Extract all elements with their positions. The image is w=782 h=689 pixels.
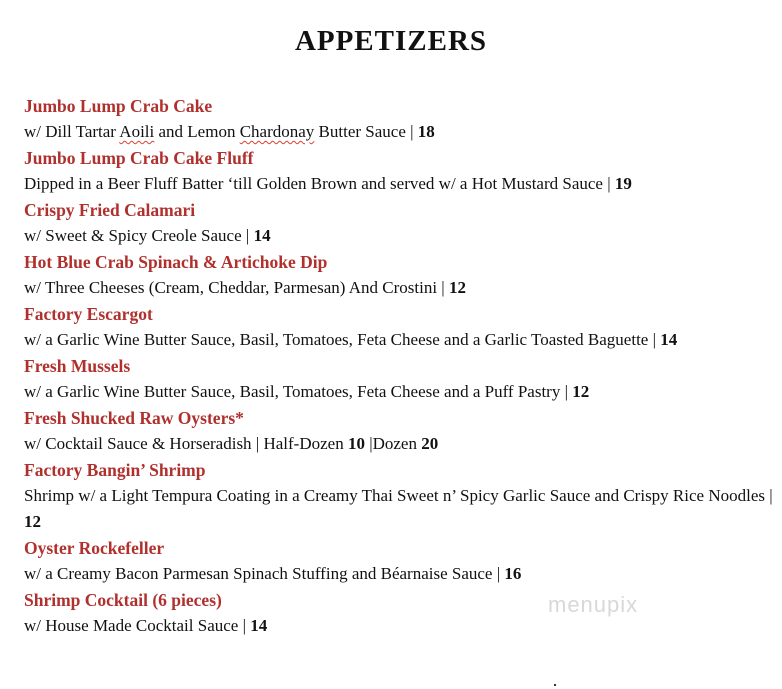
item-name: Factory Escargot (24, 304, 153, 324)
item-price: 12 (24, 512, 41, 531)
item-description (24, 431, 774, 457)
item-name: Jumbo Lump Crab Cake (24, 96, 213, 116)
item-description (24, 483, 774, 535)
stray-mark (554, 684, 556, 686)
page-title: APPETIZERS (294, 25, 488, 57)
desc-text: w/ a Garlic Wine Butter Sauce, Basil, Tomatoes, Feta Cheese and a Puff Pastry | (24, 382, 573, 401)
item-name: Hot Blue Crab Spinach & Artichoke Dip (24, 252, 328, 272)
item-price: 16 (504, 564, 522, 583)
menu-item-calamari (24, 197, 774, 249)
desc-text: w/ Sweet & Spicy Creole Sauce | (24, 226, 254, 245)
menu-item-crab-cake-fluff (24, 145, 774, 197)
item-price: 10 (347, 434, 365, 453)
item-name: Shrimp Cocktail (6 pieces) (24, 590, 222, 610)
desc-text: and Lemon (154, 122, 240, 141)
menu-item-mussels (24, 353, 774, 405)
item-price: 18 (417, 122, 435, 141)
item-price: 14 (660, 330, 678, 349)
item-description (24, 171, 774, 197)
spellcheck-word: Aoili (119, 122, 155, 141)
desc-text: w/ House Made Cocktail Sauce | (24, 616, 251, 635)
item-price: 12 (572, 382, 590, 401)
item-name: Oyster Rockefeller (24, 538, 165, 558)
item-price: 14 (253, 226, 271, 245)
menu-item-crab-dip (24, 249, 774, 301)
item-description (24, 379, 774, 405)
appetizer-list (24, 93, 774, 639)
desc-text: w/ Dill Tartar (24, 122, 120, 141)
item-price: 19 (614, 174, 632, 193)
menu-item-oyster-rockefeller (24, 535, 774, 587)
item-description (24, 561, 774, 587)
menu-item-raw-oysters (24, 405, 774, 457)
desc-text: w/ Three Cheeses (Cream, Cheddar, Parmesan) And Crostini | (24, 278, 449, 297)
menu-item-bangin-shrimp (24, 457, 774, 535)
item-description (24, 613, 774, 639)
item-description (24, 223, 774, 249)
item-name: Crispy Fried Calamari (24, 200, 196, 220)
desc-text: w/ a Garlic Wine Butter Sauce, Basil, Tomatoes, Feta Cheese and a Garlic Toasted Baguette | (24, 330, 661, 349)
desc-text: Dipped in a Beer Fluff Batter ‘till Golden Brown and served w/ a Hot Mustard Sauce | (24, 174, 615, 193)
menu-item-shrimp-cocktail (24, 587, 774, 639)
item-description (24, 275, 774, 301)
item-price: 14 (250, 616, 268, 635)
menu-item-crab-cake (24, 93, 774, 145)
item-name: Jumbo Lump Crab Cake Fluff (24, 148, 254, 168)
item-description (24, 119, 774, 145)
desc-text: |Dozen (364, 434, 422, 453)
desc-text: Shrimp w/ a Light Tempura Coating in a Creamy Thai Sweet n’ Spicy Garlic Sauce and Crispy Rice Noodles | (24, 486, 773, 505)
item-price: 12 (448, 278, 466, 297)
desc-text: w/ Cocktail Sauce & Horseradish | Half-Dozen (24, 434, 348, 453)
spellcheck-word: Chardonay (239, 122, 315, 141)
desc-text: w/ a Creamy Bacon Parmesan Spinach Stuffing and Béarnaise Sauce | (24, 564, 505, 583)
item-name: Fresh Mussels (24, 356, 131, 376)
item-price: 20 (421, 434, 439, 453)
menu-item-escargot (24, 301, 774, 353)
item-description (24, 327, 724, 353)
watermark: menupix (548, 592, 639, 617)
desc-text: Butter Sauce | (314, 122, 418, 141)
item-name: Fresh Shucked Raw Oysters* (24, 408, 244, 428)
item-name: Factory Bangin’ Shrimp (24, 460, 206, 480)
